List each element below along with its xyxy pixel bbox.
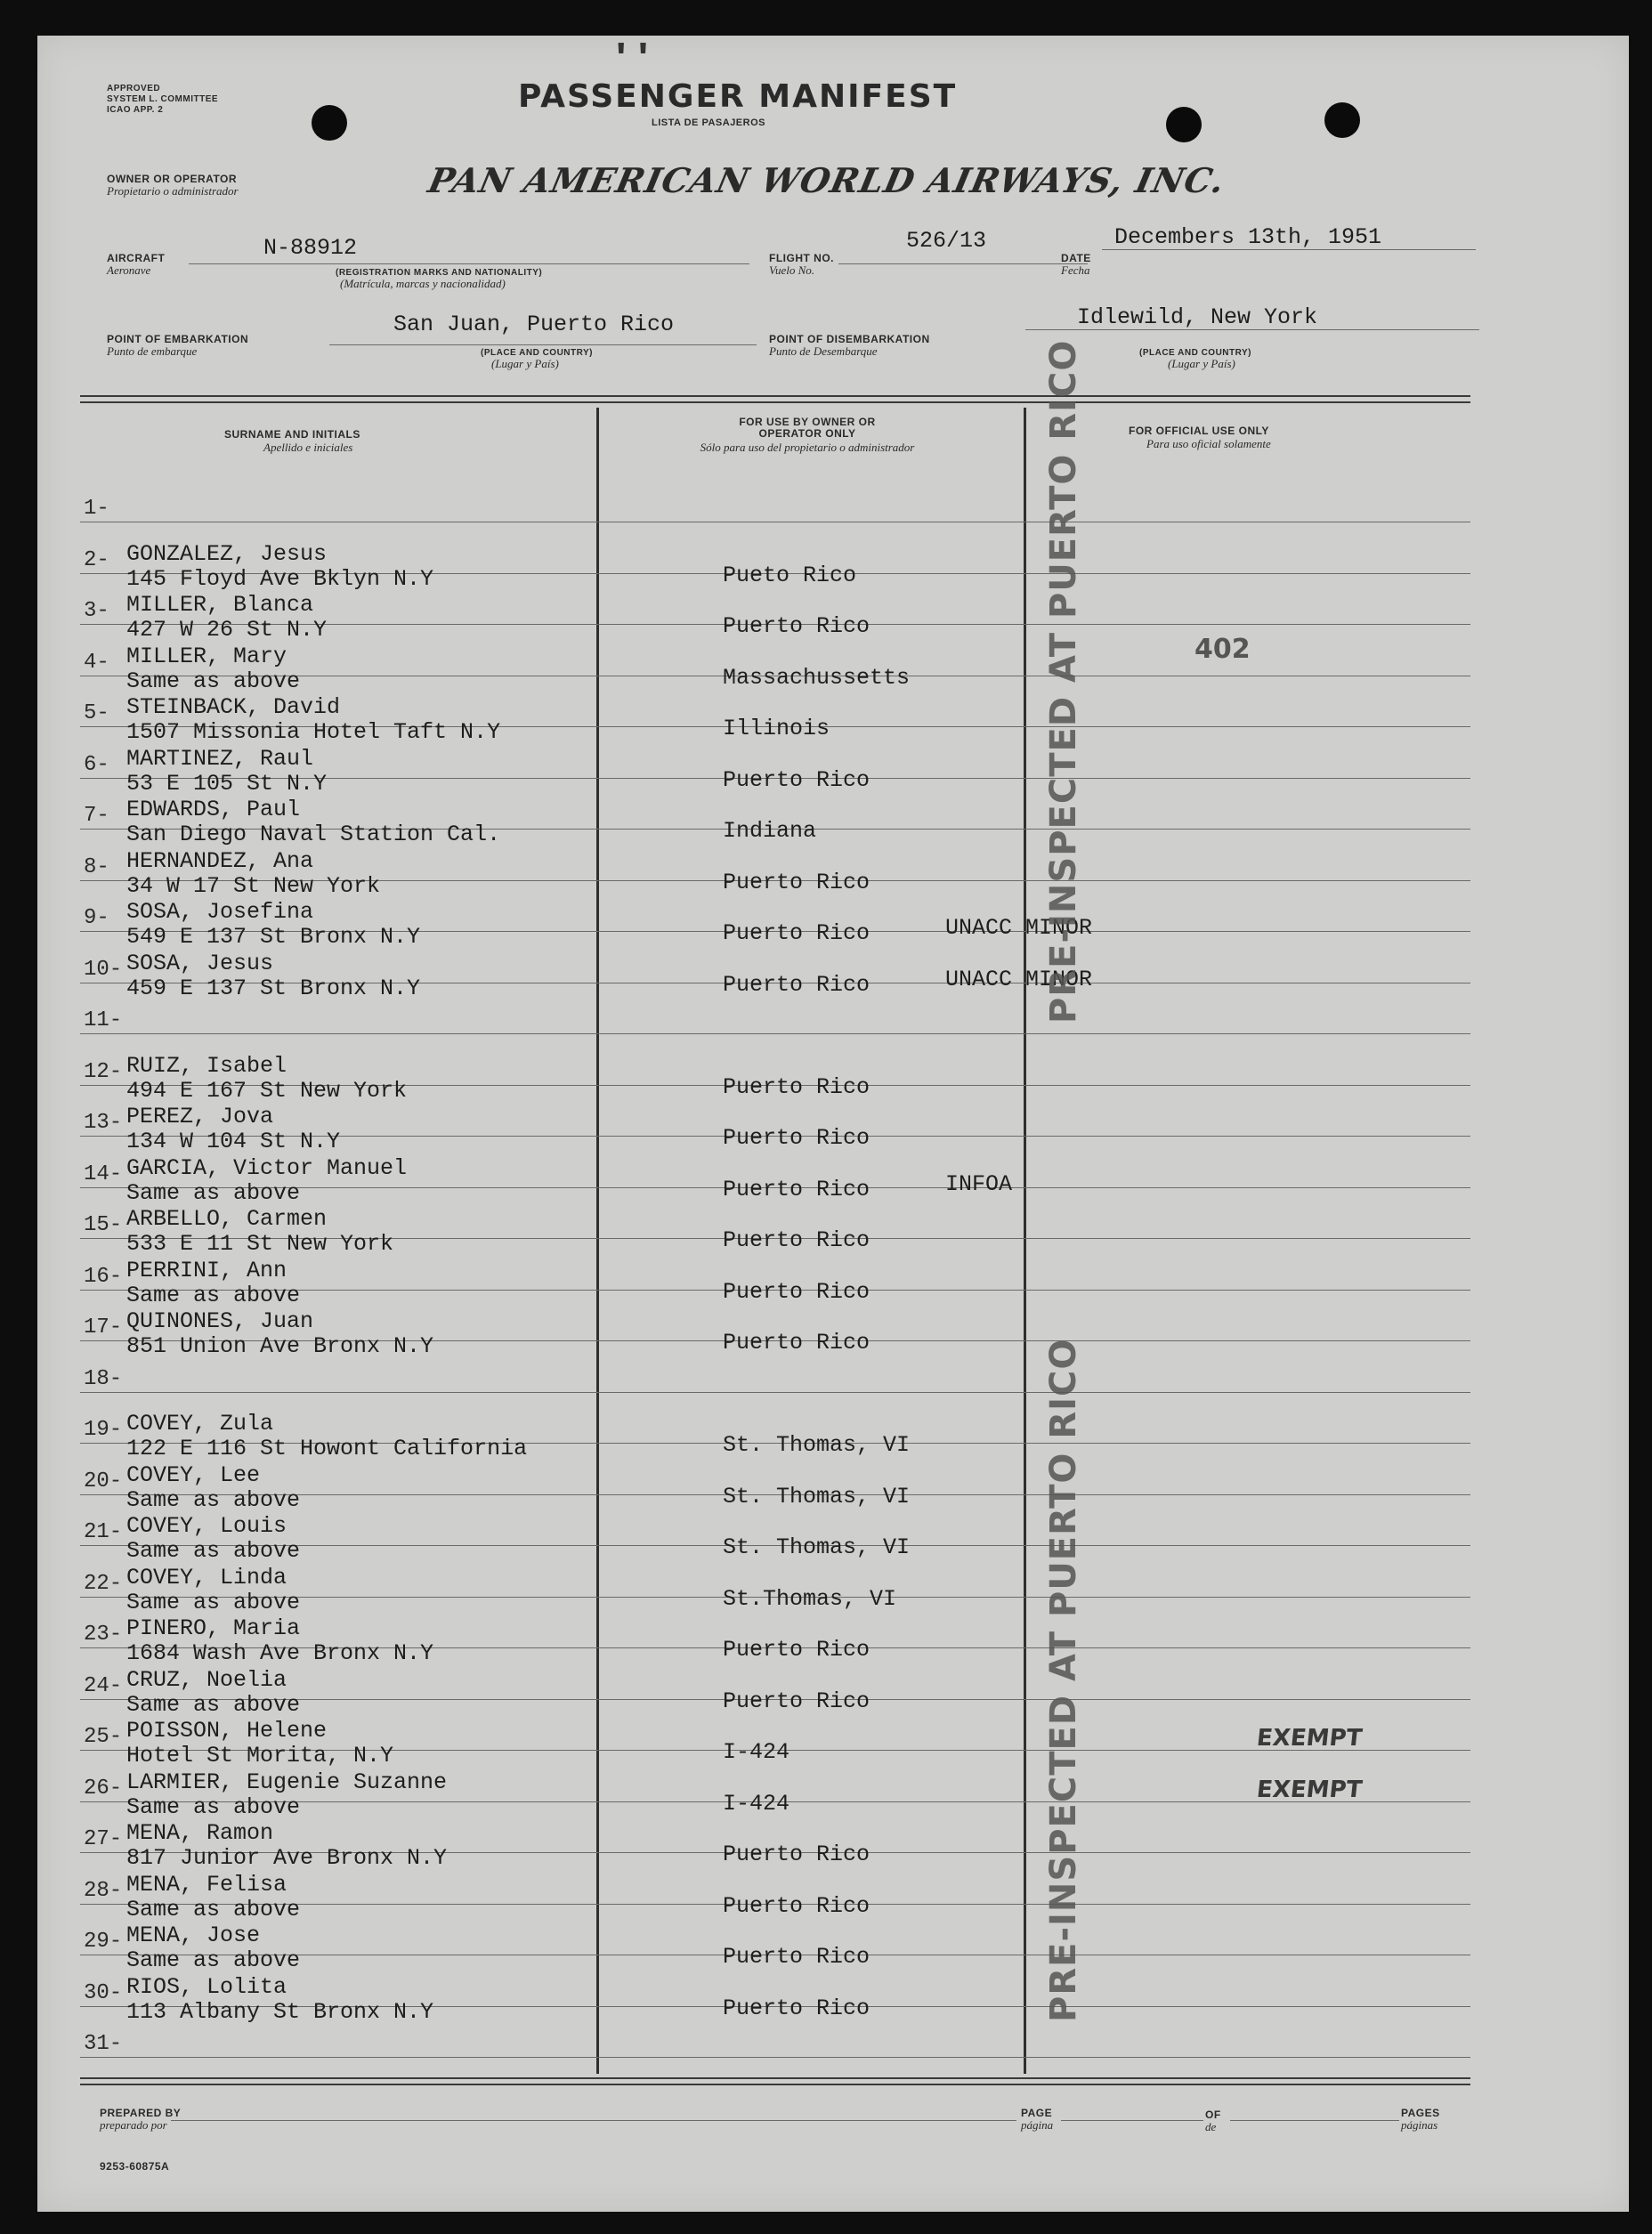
approval-block: APPROVED SYSTEM L. COMMITTEE ICAO APP. 2 [107, 84, 219, 115]
passenger-name: POISSON, Helene [126, 1718, 328, 1744]
col-header-surname-es: Apellido e iniciales [263, 441, 353, 454]
row-rule [80, 1392, 1470, 1393]
row-number: 4- [84, 651, 109, 675]
col-header-official-es: Para uso oficial solamente [1146, 437, 1271, 450]
passenger-name: MARTINEZ, Raul [126, 746, 314, 772]
row-number: 13- [84, 1111, 123, 1135]
passenger-address: San Diego Naval Station Cal. [126, 822, 501, 847]
passenger-address: Same as above [126, 1692, 301, 1718]
col-header-surname: SURNAME AND INITIALS [224, 428, 360, 441]
passenger-address: 459 E 137 St Bronx N.Y [126, 975, 421, 1001]
embark-note: (PLACE AND COUNTRY) [481, 348, 593, 358]
column-divider-1 [596, 408, 599, 2074]
passenger-origin: Puerto Rico [723, 1688, 871, 1714]
row-number: 15- [84, 1213, 123, 1237]
passenger-name: GARCIA, Victor Manuel [126, 1155, 408, 1181]
aircraft-note-es: (Matrícula, marcas y nacionalidad) [340, 277, 506, 290]
top-marks: ' ' [616, 35, 649, 82]
passenger-origin: Puerto Rico [723, 1330, 871, 1356]
passenger-address: 34 W 17 St New York [126, 873, 381, 899]
passenger-origin: Puerto Rico [723, 1944, 871, 1970]
col-header-owner-use-es: Sólo para uso del propietario o administrador [700, 441, 915, 454]
flight-label: FLIGHT NO. [769, 252, 834, 264]
passenger-address: 1507 Missonia Hotel Taft N.Y [126, 719, 501, 745]
passenger-name: RIOS, Lolita [126, 1974, 287, 2000]
passenger-address: 145 Floyd Ave Bklyn N.Y [126, 566, 434, 592]
passenger-address: Same as above [126, 1283, 301, 1308]
row-number: 5- [84, 701, 109, 725]
row-number: 1- [84, 497, 109, 521]
col-header-official: FOR OFFICIAL USE ONLY [1129, 425, 1269, 437]
embark-note-es: (Lugar y País) [491, 357, 559, 370]
passenger-name: MENA, Jose [126, 1922, 261, 1948]
passenger-origin: St. Thomas, VI [723, 1484, 911, 1510]
aircraft-label-es: Aeronave [107, 263, 151, 277]
row-number: 27- [84, 1827, 123, 1851]
pages-label: PAGES [1401, 2107, 1440, 2119]
passenger-name: PERRINI, Ann [126, 1258, 287, 1283]
passenger-address: 851 Union Ave Bronx N.Y [126, 1333, 434, 1359]
passenger-origin: I-424 [723, 1739, 790, 1765]
embark-underline [329, 344, 757, 345]
passenger-name: COVEY, Linda [126, 1565, 287, 1591]
row-number: 11- [84, 1008, 123, 1032]
row-number: 20- [84, 1469, 123, 1493]
passenger-address: 427 W 26 St N.Y [126, 617, 328, 643]
date-label-es: Fecha [1061, 263, 1090, 277]
passenger-origin: Pueto Rico [723, 563, 857, 588]
disembark-note: (PLACE AND COUNTRY) [1139, 348, 1251, 358]
passenger-name: MENA, Ramon [126, 1820, 274, 1846]
owner-label-es: Propietario o administrador [107, 184, 239, 198]
passenger-note: UNACC MINOR [945, 967, 1093, 992]
prepared-label: PREPARED BY [100, 2107, 182, 2119]
flight-value: 526/13 [906, 228, 987, 254]
passenger-note: UNACC MINOR [945, 915, 1093, 941]
date-value: Decembers 13th, 1951 [1114, 224, 1382, 250]
row-number: 17- [84, 1315, 123, 1340]
row-number: 24- [84, 1674, 123, 1698]
passenger-name: COVEY, Louis [126, 1513, 287, 1539]
row-number: 7- [84, 804, 109, 828]
passenger-origin: St. Thomas, VI [723, 1432, 911, 1458]
passenger-name: CRUZ, Noelia [126, 1667, 287, 1693]
passenger-origin: Illinois [723, 716, 830, 741]
row-number: 31- [84, 2032, 123, 2056]
manifest-sheet [37, 36, 1629, 2212]
passenger-address: Same as above [126, 1947, 301, 1973]
prepared-label-es: preparado por [100, 2118, 167, 2132]
passenger-origin: Puerto Rico [723, 920, 871, 946]
passenger-address: 494 E 167 St New York [126, 1078, 408, 1104]
row-number: 21- [84, 1520, 123, 1544]
row-number: 23- [84, 1623, 123, 1647]
passenger-name: ARBELLO, Carmen [126, 1206, 328, 1232]
passenger-origin: Puerto Rico [723, 870, 871, 895]
passenger-origin: Puerto Rico [723, 1995, 871, 2021]
page-label: PAGE [1021, 2107, 1053, 2119]
row-rule [80, 2057, 1470, 2058]
passenger-address: 1684 Wash Ave Bronx N.Y [126, 1640, 434, 1666]
passenger-address: 53 E 105 St N.Y [126, 771, 328, 797]
passenger-address: 122 E 116 St Howont California [126, 1436, 528, 1461]
passenger-name: MILLER, Mary [126, 643, 287, 669]
row-number: 22- [84, 1572, 123, 1596]
passenger-origin: I-424 [723, 1791, 790, 1817]
row-number: 6- [84, 753, 109, 777]
of-label: OF [1205, 2109, 1221, 2121]
row-number: 28- [84, 1879, 123, 1903]
passenger-note: INFOA [945, 1171, 1013, 1197]
of-underline [1230, 2120, 1399, 2121]
passenger-address: Same as above [126, 1180, 301, 1206]
passenger-address: 817 Junior Ave Bronx N.Y [126, 1845, 448, 1871]
passenger-address: Same as above [126, 1590, 301, 1615]
passenger-address: Hotel St Morita, N.Y [126, 1743, 394, 1769]
table-bottom-rule-2 [80, 2084, 1470, 2085]
punch-hole [1166, 107, 1202, 142]
passenger-address: 113 Albany St Bronx N.Y [126, 1999, 434, 2025]
row-number: 19- [84, 1418, 123, 1442]
passenger-name: PINERO, Maria [126, 1615, 301, 1641]
flight-underline [838, 263, 1088, 264]
of-label-es: de [1205, 2120, 1217, 2133]
table-top-rule-2 [80, 401, 1470, 403]
passenger-name: MENA, Felisa [126, 1872, 287, 1898]
passenger-address: 533 E 11 St New York [126, 1231, 394, 1257]
row-number: 3- [84, 599, 109, 623]
passenger-note: EXEMPT [1255, 1725, 1364, 1752]
embark-value: San Juan, Puerto Rico [393, 312, 675, 337]
passenger-address: 549 E 137 St Bronx N.Y [126, 924, 421, 950]
passenger-name: QUINONES, Juan [126, 1308, 314, 1334]
column-divider-2 [1024, 408, 1026, 2074]
aircraft-value: N-88912 [263, 235, 358, 261]
passenger-address: Same as above [126, 668, 301, 694]
passenger-origin: St.Thomas, VI [723, 1586, 897, 1612]
page-label-es: página [1021, 2118, 1054, 2132]
embark-label: POINT OF EMBARKATION [107, 333, 249, 345]
passenger-origin: Puerto Rico [723, 767, 871, 793]
page-title-es: LISTA DE PASAJEROS [652, 117, 765, 128]
official-number: 402 [1194, 634, 1251, 665]
aircraft-underline [189, 263, 749, 264]
page-underline [1061, 2120, 1203, 2121]
row-number: 29- [84, 1930, 123, 1954]
passenger-origin: Puerto Rico [723, 1125, 871, 1151]
row-number: 8- [84, 855, 109, 879]
table-top-rule [80, 395, 1470, 397]
punch-hole [312, 105, 347, 141]
disembark-label: POINT OF DISEMBARKATION [769, 333, 930, 345]
row-number: 12- [84, 1060, 123, 1084]
passenger-origin: Puerto Rico [723, 1074, 871, 1100]
passenger-origin: Puerto Rico [723, 1841, 871, 1867]
passenger-origin: Puerto Rico [723, 1637, 871, 1663]
passenger-origin: Massachussetts [723, 665, 911, 691]
preinspected-stamp: PRE-INSPECTED AT PUERTO RICO [1043, 1338, 1084, 2022]
aircraft-note: (REGISTRATION MARKS AND NATIONALITY) [336, 268, 543, 278]
row-number: 18- [84, 1367, 123, 1391]
pages-label-es: páginas [1401, 2118, 1438, 2132]
airline-name: PAN AMERICAN WORLD AIRWAYS, INC. [425, 160, 1229, 200]
row-number: 16- [84, 1265, 123, 1289]
passenger-name: MILLER, Blanca [126, 592, 314, 618]
passenger-address: Same as above [126, 1538, 301, 1564]
passenger-address: Same as above [126, 1897, 301, 1922]
col-header-owner-use: FOR USE BY OWNER OR OPERATOR ONLY [739, 416, 876, 440]
passenger-name: HERNANDEZ, Ana [126, 848, 314, 874]
row-number: 9- [84, 906, 109, 930]
row-number: 10- [84, 958, 123, 982]
passenger-name: GONZALEZ, Jesus [126, 541, 328, 567]
table-bottom-rule [80, 2077, 1470, 2079]
passenger-origin: Puerto Rico [723, 1279, 871, 1305]
preinspected-stamp: PRE-INSPECTED AT PUERTO RICO [1043, 339, 1084, 1024]
owner-label: OWNER OR OPERATOR [107, 173, 238, 185]
passenger-origin: St. Thomas, VI [723, 1534, 911, 1560]
row-number: 26- [84, 1777, 123, 1801]
row-number: 14- [84, 1162, 123, 1186]
prepared-underline [171, 2120, 1016, 2121]
row-number: 2- [84, 548, 109, 572]
passenger-origin: Puerto Rico [723, 972, 871, 998]
passenger-name: EDWARDS, Paul [126, 797, 301, 822]
passenger-name: STEINBACK, David [126, 694, 341, 720]
passenger-name: SOSA, Josefina [126, 899, 314, 925]
passenger-note: EXEMPT [1255, 1777, 1364, 1803]
punch-hole [1324, 102, 1360, 138]
disembark-label-es: Punto de Desembarque [769, 344, 878, 358]
row-number: 30- [84, 1981, 123, 2005]
passenger-name: COVEY, Zula [126, 1411, 274, 1437]
passenger-address: 134 W 104 St N.Y [126, 1129, 341, 1154]
passenger-name: RUIZ, Isabel [126, 1053, 287, 1079]
passenger-origin: Puerto Rico [723, 1227, 871, 1253]
disembark-value: Idlewild, New York [1077, 304, 1318, 330]
date-label: DATE [1061, 252, 1091, 264]
embark-label-es: Punto de embarque [107, 344, 198, 358]
passenger-address: Same as above [126, 1487, 301, 1513]
passenger-address: Same as above [126, 1794, 301, 1820]
passenger-origin: Puerto Rico [723, 1893, 871, 1919]
passenger-name: COVEY, Lee [126, 1462, 261, 1488]
flight-label-es: Vuelo No. [769, 263, 815, 277]
row-rule [80, 1033, 1470, 1034]
passenger-name: SOSA, Jesus [126, 951, 274, 976]
page-title: PASSENGER MANIFEST [518, 78, 958, 115]
passenger-origin: Puerto Rico [723, 1177, 871, 1202]
passenger-origin: Indiana [723, 818, 817, 844]
passenger-name: PEREZ, Jova [126, 1104, 274, 1129]
form-number: 9253-60875A [100, 2160, 170, 2173]
aircraft-label: AIRCRAFT [107, 252, 166, 264]
passenger-origin: Puerto Rico [723, 613, 871, 639]
row-number: 25- [84, 1725, 123, 1749]
disembark-note-es: (Lugar y País) [1168, 357, 1235, 370]
passenger-name: LARMIER, Eugenie Suzanne [126, 1769, 448, 1795]
